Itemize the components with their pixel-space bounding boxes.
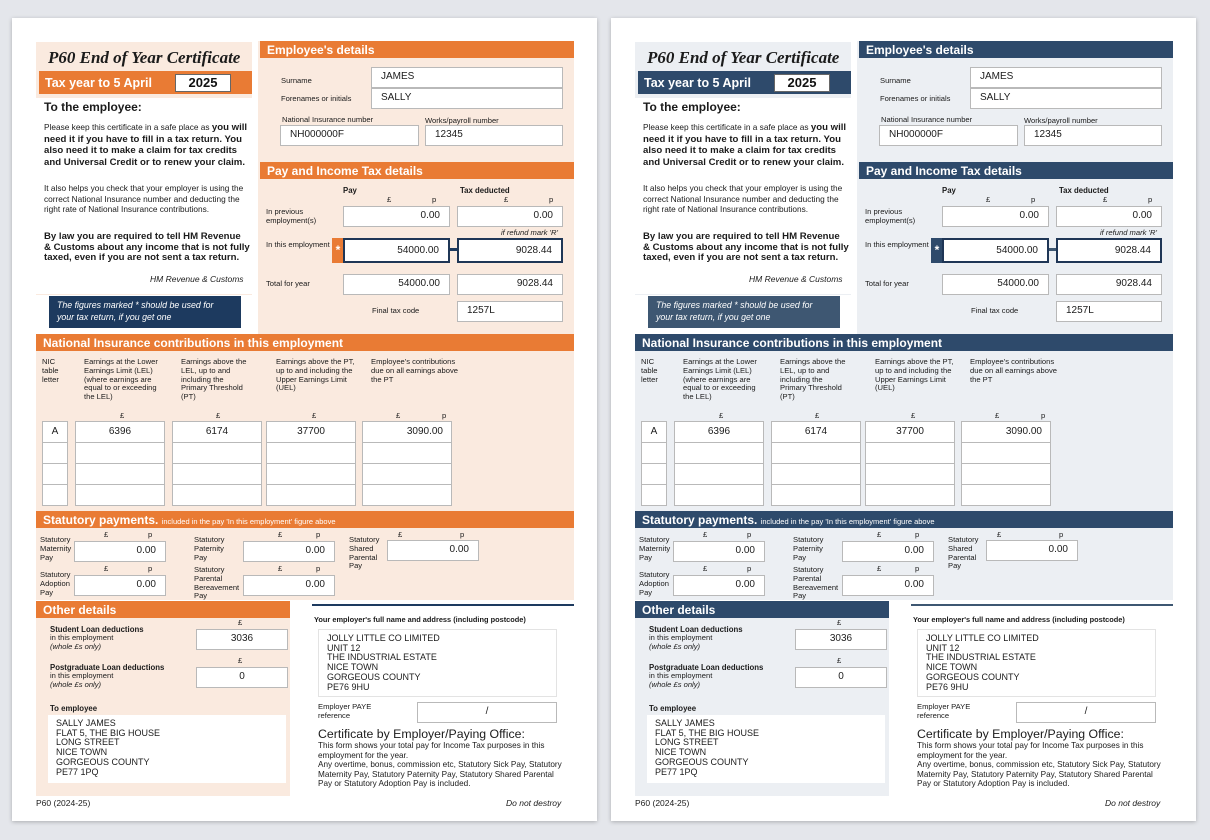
pay-pence-label: p xyxy=(432,195,437,204)
tax-code-field: 1257L xyxy=(457,301,563,322)
form-title: P60 End of Year Certificate xyxy=(48,48,241,67)
this-employment-label: In this employment xyxy=(865,240,929,249)
pay-column-label: Pay xyxy=(942,186,956,195)
intro-text-3: By law you are required to tell HM Revenue & Customs about any income that is not fully taxed, even if you are not sent a tax return. xyxy=(44,231,250,263)
intro-text-2: It also helps you check that your employer is using the correct National Insurance number and deducting the right rate of National Insurance contributions. xyxy=(44,183,244,214)
nic-empty-cell xyxy=(961,484,1051,506)
pay-pence-label: p xyxy=(1031,195,1036,204)
this-tax-field: 9028.44 xyxy=(1056,238,1162,263)
paternity-pound: £ xyxy=(278,530,283,539)
other-details-heading: Other details xyxy=(36,601,290,618)
tax-pound-label: £ xyxy=(504,195,509,204)
nic-pt-header: Earnings above the LEL, up to and including the Primary Threshold (PT) xyxy=(780,357,846,402)
nic-empty-cell xyxy=(641,484,667,506)
intro-text-2: It also helps you check that your employer is using the correct National Insurance number and deducting the right rate of National Insurance contributions. xyxy=(643,183,843,214)
nic-cell-4: 3090.00 xyxy=(362,421,452,443)
paternity-pence: p xyxy=(316,530,321,539)
nic-pence-4: p xyxy=(442,411,447,420)
student-pound: £ xyxy=(238,618,243,627)
form-number: P60 (2024-25) xyxy=(36,798,91,808)
nic-empty-cell xyxy=(961,442,1051,464)
tax-return-star: * xyxy=(332,238,344,263)
nic-letter-header: NIC table letter xyxy=(641,357,658,384)
nic-cell-2: 6174 xyxy=(172,421,262,443)
nic-empty-cell xyxy=(75,442,165,464)
student-loan-whole: (whole £s only) xyxy=(50,642,102,651)
maternity-field: 0.00 xyxy=(673,541,765,562)
nic-pt-header: Earnings above the LEL, up to and including the Primary Threshold (PT) xyxy=(181,357,247,402)
nic-pound-2: £ xyxy=(815,411,820,420)
forenames-field: SALLY xyxy=(970,88,1162,109)
surname-label: Surname xyxy=(281,76,312,85)
nic-cell-0: A xyxy=(42,421,68,443)
nic-pound-4: £ xyxy=(396,411,401,420)
tax-pence-label: p xyxy=(1148,195,1153,204)
nic-heading: National Insurance contributions in this employment xyxy=(36,334,574,351)
nic-empty-cell xyxy=(674,463,764,485)
nic-empty-cell xyxy=(75,484,165,506)
tax-code-label: Final tax code xyxy=(372,306,420,315)
bereavement-pound: £ xyxy=(877,564,882,573)
employer-address-label: Your employer's full name and address (including postcode) xyxy=(314,615,526,624)
postgraduate-loan-sub: in this employment xyxy=(649,671,713,680)
hmrc-signature: HM Revenue & Customs xyxy=(749,274,843,284)
postgraduate-loan-field: 0 xyxy=(196,667,288,688)
certificate-text-1: This form shows your total pay for Income Tax purposes in this employment for the year. xyxy=(917,741,1144,760)
previous-tax-field: 0.00 xyxy=(1056,206,1162,227)
total-year-label: Total for year xyxy=(266,279,310,288)
nic-cell-3: 37700 xyxy=(266,421,356,443)
nic-pound-1: £ xyxy=(120,411,125,420)
nic-pence-4: p xyxy=(1041,411,1046,420)
postgraduate-loan-whole: (whole £s only) xyxy=(50,680,102,689)
nic-lel-header: Earnings at the Lower Earnings Limit (LEL) (where earnings are equal to or exceeding the LEL) xyxy=(84,357,158,402)
forenames-label: Forenames or initials xyxy=(281,94,352,103)
nic-pound-3: £ xyxy=(312,411,317,420)
postgraduate-loan-whole: (whole £s only) xyxy=(649,680,701,689)
refund-note: if refund mark 'R' xyxy=(1100,228,1157,237)
adoption-pence: p xyxy=(747,564,752,573)
adoption-label: Statutory Adoption Pay xyxy=(639,570,670,597)
employee-details-heading: Employee's details xyxy=(859,41,1173,58)
previous-pay-field: 0.00 xyxy=(942,206,1049,227)
student-loan-sub: in this employment xyxy=(50,633,114,642)
tax-pound-label: £ xyxy=(1103,195,1108,204)
nic-uel-header: Earnings above the PT, up to and including the Upper Earnings Limit (UEL) xyxy=(276,357,355,393)
paye-reference-label: Employer PAYE reference xyxy=(917,702,971,720)
nic-cell-4: 3090.00 xyxy=(961,421,1051,443)
shared-parental-field: 0.00 xyxy=(387,540,479,561)
employer-address-label: Your employer's full name and address (including postcode) xyxy=(913,615,1125,624)
tax-column-label: Tax deducted xyxy=(1059,186,1109,195)
nic-empty-cell xyxy=(42,463,68,485)
maternity-label: Statutory Maternity Pay xyxy=(639,535,671,562)
bereavement-field: 0.00 xyxy=(243,575,335,596)
nic-pound-3: £ xyxy=(911,411,916,420)
shared-pence: p xyxy=(1059,530,1064,539)
maternity-field: 0.00 xyxy=(74,541,166,562)
employee-address: SALLY JAMES FLAT 5, THE BIG HOUSE LONG STREET NICE TOWN GORGEOUS COUNTY PE77 1PQ xyxy=(48,715,286,783)
nic-empty-cell xyxy=(641,463,667,485)
tax-year-value: 2025 xyxy=(774,74,830,92)
nic-empty-cell xyxy=(42,442,68,464)
nic-empty-cell xyxy=(674,442,764,464)
employer-address: JOLLY LITTLE CO LIMITED UNIT 12 THE INDUSTRIAL ESTATE NICE TOWN GORGEOUS COUNTY PE76 9HU xyxy=(318,629,557,697)
nic-cell-2: 6174 xyxy=(771,421,861,443)
employer-address: JOLLY LITTLE CO LIMITED UNIT 12 THE INDUSTRIAL ESTATE NICE TOWN GORGEOUS COUNTY PE76 9HU xyxy=(917,629,1156,697)
tax-year-label: Tax year to 5 April xyxy=(45,76,152,90)
total-tax-field: 9028.44 xyxy=(457,274,563,295)
adoption-field: 0.00 xyxy=(74,575,166,596)
certificate-text-2: Any overtime, bonus, commission etc, Statutory Sick Pay, Statutory Maternity Pay, Statutory Paternity Pay, Statutory Shared Parental Pay or Statutory Adoption Pay is included. xyxy=(917,760,1161,789)
to-employee-label: To employee xyxy=(649,704,697,713)
certificate-title: Certificate by Employer/Paying Office: xyxy=(318,727,525,741)
paternity-label: Statutory Paternity Pay xyxy=(194,535,225,562)
to-employee-heading: To the employee: xyxy=(643,100,741,114)
surname-field: JAMES xyxy=(970,67,1162,88)
nic-empty-cell xyxy=(674,484,764,506)
p60-page-orange xyxy=(12,18,597,821)
to-employee-heading: To the employee: xyxy=(44,100,142,114)
student-loan-field: 3036 xyxy=(795,629,887,650)
nic-empty-cell xyxy=(641,442,667,464)
surname-label: Surname xyxy=(880,76,911,85)
student-loan-field: 3036 xyxy=(196,629,288,650)
adoption-pence: p xyxy=(148,564,153,573)
surname-field: JAMES xyxy=(371,67,563,88)
student-loan-sub: in this employment xyxy=(649,633,713,642)
pay-pound-label: £ xyxy=(387,195,392,204)
form-title: P60 End of Year Certificate xyxy=(647,48,840,67)
tax-year-value: 2025 xyxy=(175,74,231,92)
bereavement-label: Statutory Parental Bereavement Pay xyxy=(793,565,839,601)
works-number-label: Works/payroll number xyxy=(1024,116,1098,125)
do-not-destroy: Do not destroy xyxy=(1105,798,1161,808)
nic-pound-4: £ xyxy=(995,411,1000,420)
shared-pence: p xyxy=(460,530,465,539)
nic-empty-cell xyxy=(75,463,165,485)
employee-details-heading: Employee's details xyxy=(260,41,574,58)
certificate-text-1: This form shows your total pay for Income Tax purposes in this employment for the year. xyxy=(318,741,545,760)
nic-empty-cell xyxy=(362,463,452,485)
bereavement-pence: p xyxy=(915,564,920,573)
previous-pay-field: 0.00 xyxy=(343,206,450,227)
student-pound: £ xyxy=(837,618,842,627)
ni-number-label: National Insurance number xyxy=(881,115,973,124)
works-number-field: 12345 xyxy=(425,125,563,146)
intro-text-1: Please keep this certificate in a safe place as you will need it if you have to fill in a tax return. You also need it to make a claim for tax credits and Universal Credit or to renew your claim. xyxy=(643,122,847,168)
nic-empty-cell xyxy=(172,484,262,506)
tax-code-field: 1257L xyxy=(1056,301,1162,322)
previous-employment-label: In previous employment(s) xyxy=(865,207,916,225)
nic-empty-cell xyxy=(266,442,356,464)
total-pay-field: 54000.00 xyxy=(343,274,450,295)
ni-number-field: NH000000F xyxy=(879,125,1018,146)
nic-cell-1: 6396 xyxy=(75,421,165,443)
student-loan-whole: (whole £s only) xyxy=(649,642,701,651)
nic-contrib-header: Employee's contributions due on all earnings above the PT xyxy=(970,357,1057,384)
bereavement-label: Statutory Parental Bereavement Pay xyxy=(194,565,240,601)
figures-note: The figures marked * should be used for your tax return, if you get one xyxy=(49,296,241,328)
nic-uel-header: Earnings above the PT, up to and including the Upper Earnings Limit (UEL) xyxy=(875,357,954,393)
paye-reference-field: / xyxy=(1016,702,1156,723)
to-employee-label: To employee xyxy=(50,704,98,713)
ni-number-field: NH000000F xyxy=(280,125,419,146)
paternity-field: 0.00 xyxy=(842,541,934,562)
tax-code-label: Final tax code xyxy=(971,306,1019,315)
nic-empty-cell xyxy=(266,484,356,506)
total-pay-field: 54000.00 xyxy=(942,274,1049,295)
nic-empty-cell xyxy=(172,463,262,485)
nic-lel-header: Earnings at the Lower Earnings Limit (LEL) (where earnings are equal to or exceeding the LEL) xyxy=(683,357,757,402)
nic-empty-cell xyxy=(865,484,955,506)
nic-letter-header: NIC table letter xyxy=(42,357,59,384)
shared-pound: £ xyxy=(398,530,403,539)
nic-empty-cell xyxy=(865,463,955,485)
nic-empty-cell xyxy=(172,442,262,464)
statutory-heading: Statutory payments. included in the pay 'In this employment' figure above xyxy=(36,511,574,528)
pay-pound-label: £ xyxy=(986,195,991,204)
nic-pound-2: £ xyxy=(216,411,221,420)
nic-cell-3: 37700 xyxy=(865,421,955,443)
student-loan-label: Student Loan deductions xyxy=(50,625,144,634)
nic-heading: National Insurance contributions in this employment xyxy=(635,334,1173,351)
tax-return-star: * xyxy=(931,238,943,263)
nic-empty-cell xyxy=(961,463,1051,485)
pay-tax-heading: Pay and Income Tax details xyxy=(859,162,1173,179)
paye-reference-label: Employer PAYE reference xyxy=(318,702,372,720)
certificate-title: Certificate by Employer/Paying Office: xyxy=(917,727,1124,741)
forenames-label: Forenames or initials xyxy=(880,94,951,103)
bereavement-pound: £ xyxy=(278,564,283,573)
p60-page-blue xyxy=(611,18,1196,821)
pg-pound: £ xyxy=(238,656,243,665)
shared-parental-label: Statutory Shared Parental Pay xyxy=(349,535,380,571)
maternity-pound: £ xyxy=(703,530,708,539)
pay-tax-heading: Pay and Income Tax details xyxy=(260,162,574,179)
postgraduate-loan-label: Postgraduate Loan deductions xyxy=(649,663,764,672)
statutory-heading: Statutory payments. included in the pay 'In this employment' figure above xyxy=(635,511,1173,528)
student-loan-label: Student Loan deductions xyxy=(649,625,743,634)
nic-empty-cell xyxy=(362,442,452,464)
intro-text-3: By law you are required to tell HM Revenue & Customs about any income that is not fully taxed, even if you are not sent a tax return. xyxy=(643,231,849,263)
adoption-pound: £ xyxy=(104,564,109,573)
works-number-label: Works/payroll number xyxy=(425,116,499,125)
nic-empty-cell xyxy=(771,463,861,485)
nic-empty-cell xyxy=(771,484,861,506)
figures-note: The figures marked * should be used for your tax return, if you get one xyxy=(648,296,840,328)
bereavement-pence: p xyxy=(316,564,321,573)
do-not-destroy: Do not destroy xyxy=(506,798,562,808)
paternity-pound: £ xyxy=(877,530,882,539)
tax-year-label: Tax year to 5 April xyxy=(644,76,751,90)
postgraduate-loan-field: 0 xyxy=(795,667,887,688)
employee-address: SALLY JAMES FLAT 5, THE BIG HOUSE LONG STREET NICE TOWN GORGEOUS COUNTY PE77 1PQ xyxy=(647,715,885,783)
ni-number-label: National Insurance number xyxy=(282,115,374,124)
forenames-field: SALLY xyxy=(371,88,563,109)
intro-text-1: Please keep this certificate in a safe place as you will need it if you have to fill in a tax return. You also need it to make a claim for tax credits and Universal Credit or to renew your claim. xyxy=(44,122,248,168)
total-year-label: Total for year xyxy=(865,279,909,288)
refund-note: if refund mark 'R' xyxy=(501,228,558,237)
postgraduate-loan-label: Postgraduate Loan deductions xyxy=(50,663,165,672)
hmrc-signature: HM Revenue & Customs xyxy=(150,274,244,284)
nic-empty-cell xyxy=(42,484,68,506)
maternity-label: Statutory Maternity Pay xyxy=(40,535,72,562)
tax-pence-label: p xyxy=(549,195,554,204)
total-tax-field: 9028.44 xyxy=(1056,274,1162,295)
shared-parental-field: 0.00 xyxy=(986,540,1078,561)
nic-cell-0: A xyxy=(641,421,667,443)
paternity-label: Statutory Paternity Pay xyxy=(793,535,824,562)
paternity-pence: p xyxy=(915,530,920,539)
previous-tax-field: 0.00 xyxy=(457,206,563,227)
nic-empty-cell xyxy=(771,442,861,464)
nic-pound-1: £ xyxy=(719,411,724,420)
previous-employment-label: In previous employment(s) xyxy=(266,207,317,225)
maternity-pence: p xyxy=(747,530,752,539)
nic-empty-cell xyxy=(362,484,452,506)
this-pay-field: 54000.00 xyxy=(942,238,1049,263)
nic-contrib-header: Employee's contributions due on all earnings above the PT xyxy=(371,357,458,384)
maternity-pound: £ xyxy=(104,530,109,539)
adoption-label: Statutory Adoption Pay xyxy=(40,570,71,597)
nic-empty-cell xyxy=(865,442,955,464)
maternity-pence: p xyxy=(148,530,153,539)
paye-reference-field: / xyxy=(417,702,557,723)
pay-column-label: Pay xyxy=(343,186,357,195)
this-pay-field: 54000.00 xyxy=(343,238,450,263)
postgraduate-loan-sub: in this employment xyxy=(50,671,114,680)
adoption-pound: £ xyxy=(703,564,708,573)
this-tax-field: 9028.44 xyxy=(457,238,563,263)
nic-cell-1: 6396 xyxy=(674,421,764,443)
works-number-field: 12345 xyxy=(1024,125,1162,146)
certificate-text-2: Any overtime, bonus, commission etc, Statutory Sick Pay, Statutory Maternity Pay, Statutory Paternity Pay, Statutory Shared Parental Pay or Statutory Adoption Pay is included. xyxy=(318,760,562,789)
tax-column-label: Tax deducted xyxy=(460,186,510,195)
shared-pound: £ xyxy=(997,530,1002,539)
adoption-field: 0.00 xyxy=(673,575,765,596)
form-number: P60 (2024-25) xyxy=(635,798,690,808)
bereavement-field: 0.00 xyxy=(842,575,934,596)
this-employment-label: In this employment xyxy=(266,240,330,249)
nic-empty-cell xyxy=(266,463,356,485)
shared-parental-label: Statutory Shared Parental Pay xyxy=(948,535,979,571)
paternity-field: 0.00 xyxy=(243,541,335,562)
other-details-heading: Other details xyxy=(635,601,889,618)
pg-pound: £ xyxy=(837,656,842,665)
